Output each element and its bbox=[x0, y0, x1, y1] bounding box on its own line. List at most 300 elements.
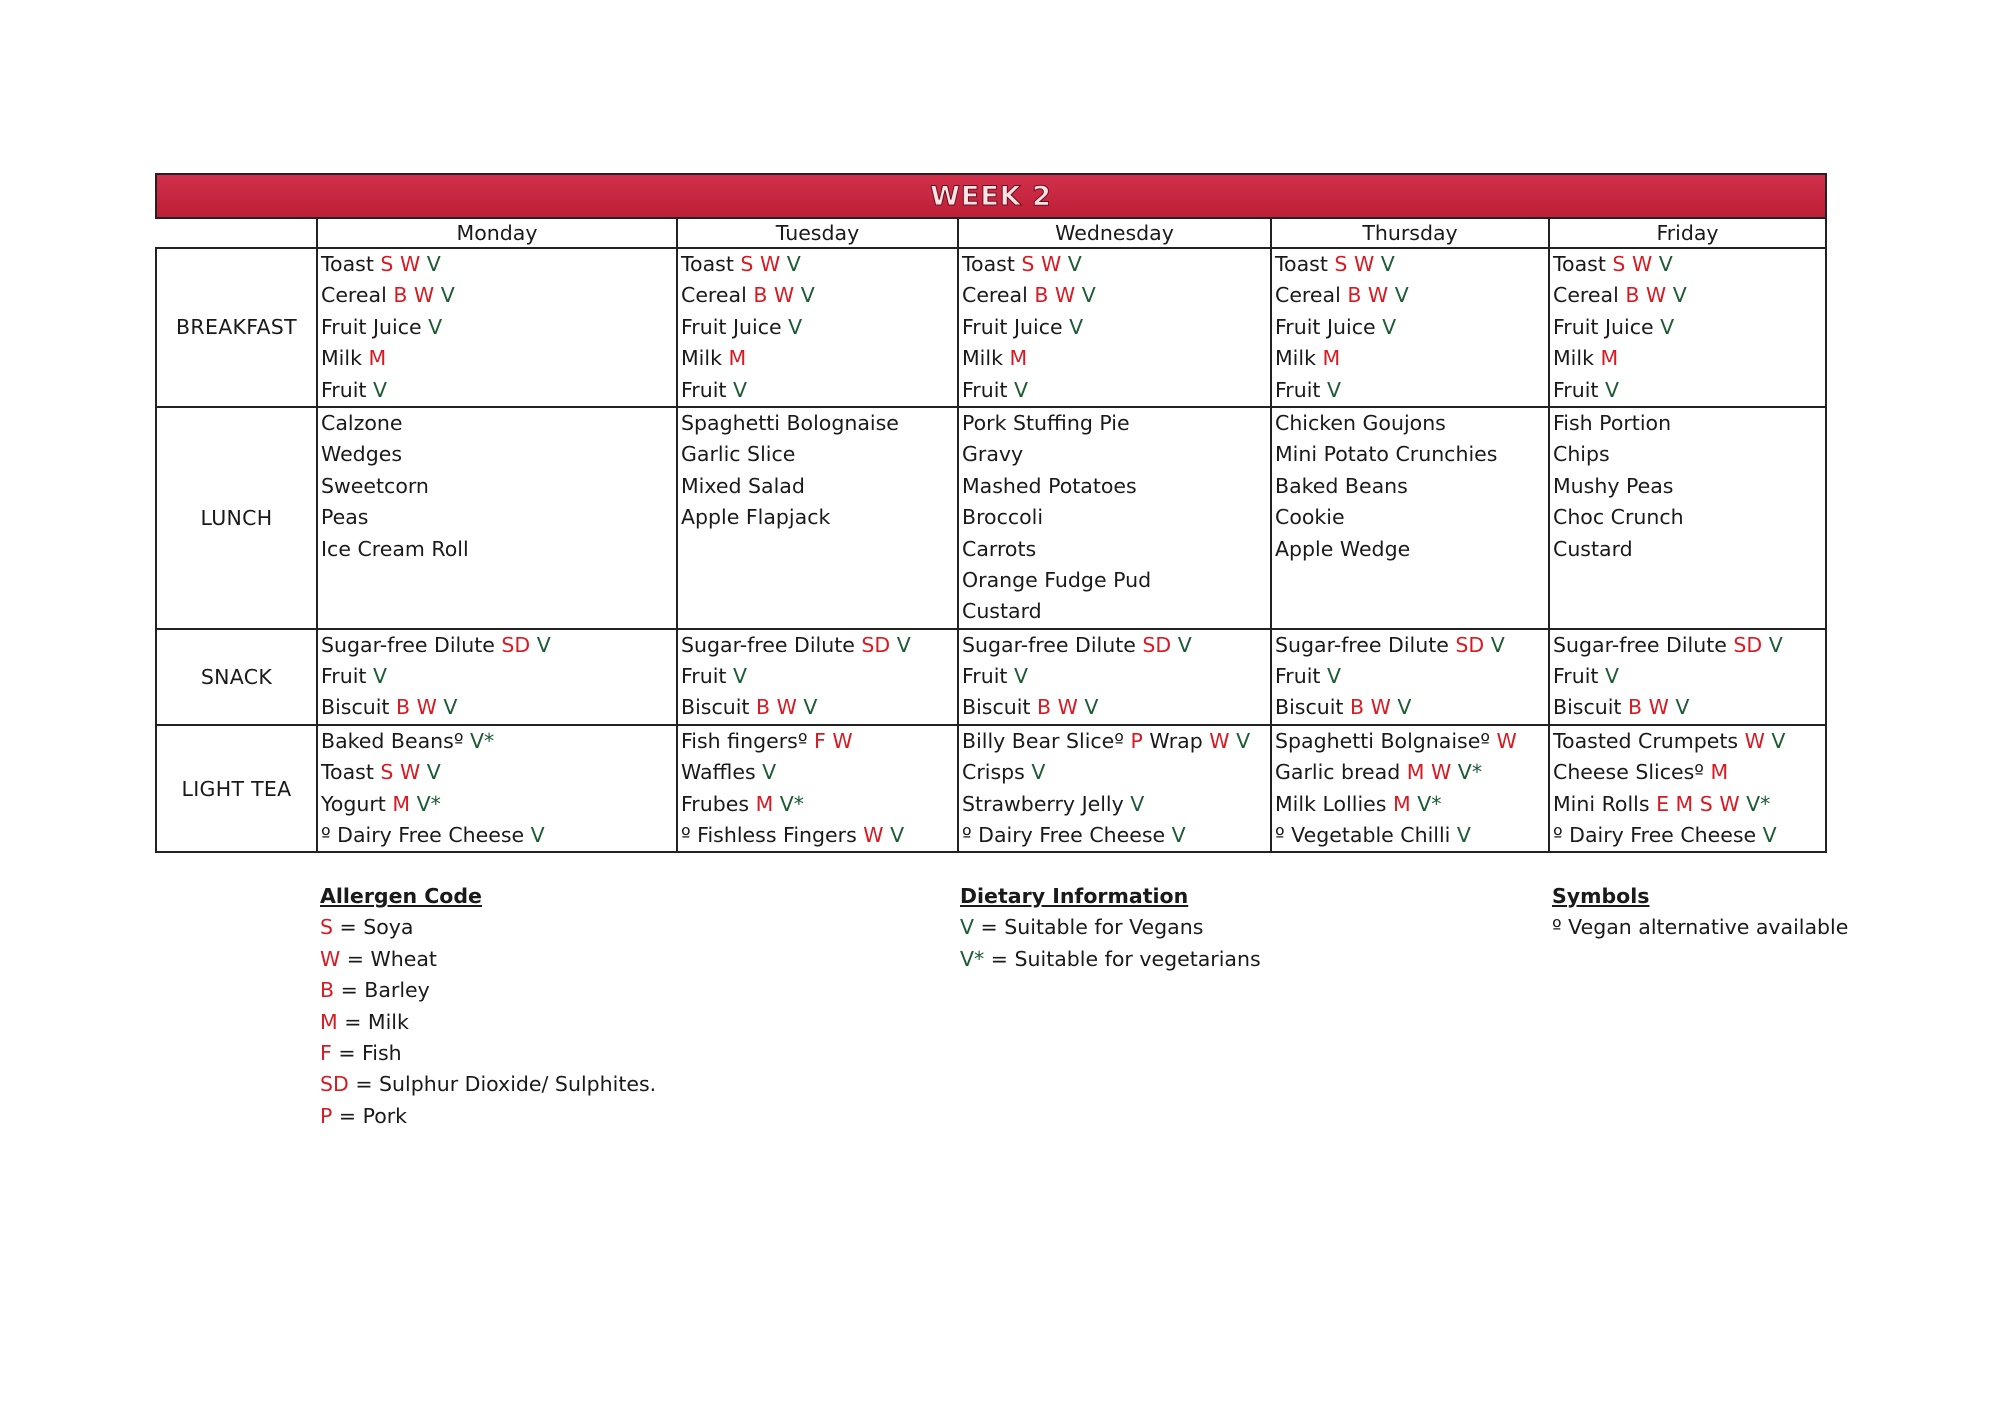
legend-description: = Barley bbox=[334, 978, 430, 1003]
menu-item-name: Billy Bear Sliceº bbox=[962, 728, 1124, 753]
dietary-code: V bbox=[1014, 664, 1029, 689]
allergen-code: W bbox=[863, 823, 884, 848]
menu-item-name: Mashed Potatoes bbox=[962, 473, 1137, 498]
legend-dietary bbox=[960, 881, 1261, 975]
menu-item-name: Cereal bbox=[681, 283, 747, 308]
menu-item bbox=[959, 249, 1270, 280]
allergen-code: B bbox=[395, 695, 411, 720]
meal-label-breakfast: BREAKFAST bbox=[156, 248, 317, 407]
meal-label-lunch: LUNCH bbox=[156, 407, 317, 629]
menu-item bbox=[1550, 726, 1825, 757]
dietary-code: V bbox=[1380, 252, 1395, 276]
menu-item bbox=[678, 692, 957, 723]
menu-cell-breakfast-thursday bbox=[1271, 248, 1549, 407]
legend-symbols-heading: Symbols bbox=[1552, 884, 1650, 908]
menu-item-name: Cereal bbox=[1553, 283, 1619, 308]
menu-item bbox=[1272, 502, 1548, 533]
dietary-code: V bbox=[1675, 695, 1690, 720]
legend-description: = Milk bbox=[337, 1009, 409, 1034]
menu-item-name: Waffles bbox=[681, 760, 756, 785]
dietary-code: V bbox=[1672, 283, 1687, 308]
allergen-code: M bbox=[368, 346, 387, 371]
legend-dietary-item bbox=[960, 912, 1261, 943]
dietary-code: V bbox=[1013, 377, 1029, 402]
meal-row-breakfast bbox=[156, 248, 1826, 407]
menu-item-name: Fish Portion bbox=[1553, 410, 1672, 435]
menu-item bbox=[678, 343, 957, 374]
allergen-code: B bbox=[755, 695, 771, 720]
menu-item-name: Broccoli bbox=[962, 505, 1044, 530]
dietary-code: V bbox=[428, 314, 443, 339]
dietary-code: V bbox=[732, 377, 748, 402]
menu-item bbox=[678, 280, 957, 311]
menu-item bbox=[1272, 757, 1548, 788]
menu-item-name: Peas bbox=[321, 505, 369, 530]
menu-item-name: Fruit bbox=[1553, 664, 1599, 689]
legend-code: M bbox=[320, 1009, 338, 1034]
legend-allergen-item bbox=[320, 944, 656, 975]
menu-item bbox=[678, 661, 957, 692]
legend-code: SD bbox=[320, 1072, 349, 1097]
menu-item-name: Custard bbox=[1553, 536, 1633, 561]
menu-cell-lunch-thursday bbox=[1271, 407, 1549, 629]
legend-code: B bbox=[320, 978, 335, 1003]
dietary-code: V bbox=[1171, 823, 1186, 848]
menu-item-name: Cereal bbox=[1275, 283, 1341, 308]
legend-code: S bbox=[320, 915, 334, 940]
menu-item-name: Carrots bbox=[962, 536, 1037, 561]
menu-item-name: Toast bbox=[962, 252, 1015, 276]
allergen-code: M bbox=[728, 346, 747, 371]
menu-item-extra: Wrap bbox=[1149, 728, 1203, 753]
menu-item-name: Biscuit bbox=[1553, 695, 1622, 720]
menu-item bbox=[318, 726, 676, 757]
legend-description: = Pork bbox=[332, 1103, 408, 1128]
allergen-code: W bbox=[1744, 728, 1765, 753]
menu-item-name: Fruit bbox=[962, 377, 1014, 402]
menu-cell-breakfast-friday bbox=[1549, 248, 1826, 407]
menu-item-name: Sugar-free Dilute bbox=[1553, 632, 1727, 657]
meal-row-snack bbox=[156, 629, 1826, 725]
allergen-code: S bbox=[1334, 252, 1348, 276]
menu-item bbox=[959, 534, 1270, 565]
menu-item-name: º Dairy Free Cheese bbox=[1553, 823, 1757, 848]
allergen-code: B bbox=[1036, 695, 1052, 720]
legend-code: P bbox=[320, 1103, 333, 1128]
menu-cell-snack-thursday bbox=[1271, 629, 1549, 725]
menu-item bbox=[959, 726, 1270, 757]
menu-item bbox=[678, 820, 957, 851]
legend-description: = Fish bbox=[331, 1041, 402, 1066]
menu-item bbox=[959, 661, 1270, 692]
menu-item bbox=[678, 789, 957, 820]
menu-item bbox=[1272, 312, 1548, 343]
allergen-code: SD bbox=[1455, 632, 1485, 657]
dietary-code: V bbox=[800, 283, 815, 308]
dietary-code: V bbox=[1081, 283, 1096, 308]
dietary-code: V bbox=[788, 314, 803, 339]
dietary-code: V bbox=[1768, 632, 1783, 657]
menu-item-name: Fruit bbox=[1275, 664, 1321, 689]
menu-item bbox=[678, 375, 957, 406]
menu-item bbox=[1550, 375, 1825, 406]
dietary-code: V bbox=[443, 695, 458, 720]
legend-symbols-item bbox=[1552, 912, 1848, 943]
menu-item-name: Mushy Peas bbox=[1553, 473, 1674, 498]
menu-item bbox=[1550, 757, 1825, 788]
dietary-code: V bbox=[426, 252, 441, 276]
menu-item-name: Spaghetti Bolognaise bbox=[681, 410, 899, 435]
allergen-code: W bbox=[773, 283, 795, 308]
menu-item bbox=[1272, 439, 1548, 470]
menu-item-name: º Dairy Free Cheese bbox=[962, 823, 1166, 848]
legend-allergen-heading: Allergen Code bbox=[320, 884, 482, 908]
dietary-code: V bbox=[1382, 314, 1397, 339]
allergen-code: W bbox=[1648, 695, 1669, 720]
menu-item-name: Sugar-free Dilute bbox=[1275, 632, 1449, 657]
day-header-tuesday: Tuesday bbox=[677, 218, 958, 248]
allergen-code: M bbox=[755, 791, 774, 816]
menu-item-name: Custard bbox=[962, 599, 1042, 624]
menu-item bbox=[959, 502, 1270, 533]
menu-item-name: Chips bbox=[1553, 442, 1610, 467]
menu-item-name: Toast bbox=[321, 252, 374, 276]
legend-code: W bbox=[320, 946, 341, 971]
dietary-code: V* bbox=[1746, 791, 1771, 816]
menu-item bbox=[678, 312, 957, 343]
allergen-code: B bbox=[1349, 695, 1365, 720]
allergen-code: E bbox=[1656, 791, 1670, 816]
allergen-code: B bbox=[1627, 695, 1643, 720]
menu-item bbox=[1272, 692, 1548, 723]
allergen-code: W bbox=[1631, 252, 1653, 276]
dietary-code: V bbox=[1236, 728, 1251, 753]
menu-cell-light-tea-thursday bbox=[1271, 725, 1549, 853]
day-header-wednesday: Wednesday bbox=[958, 218, 1271, 248]
legend-description: = Wheat bbox=[340, 946, 437, 971]
menu-item bbox=[1550, 820, 1825, 851]
menu-item-name: Cereal bbox=[321, 283, 387, 308]
allergen-code: M bbox=[1392, 791, 1411, 816]
menu-item bbox=[318, 757, 676, 788]
menu-item-name: Calzone bbox=[321, 410, 403, 435]
day-header-monday: Monday bbox=[317, 218, 677, 248]
menu-item bbox=[318, 471, 676, 502]
menu-item bbox=[959, 757, 1270, 788]
allergen-code: W bbox=[399, 252, 421, 276]
dietary-code: V* bbox=[779, 791, 805, 816]
dietary-code: V bbox=[530, 823, 545, 848]
menu-item-name: Fruit bbox=[321, 377, 373, 402]
legend-description: = Suitable for Vegans bbox=[974, 915, 1204, 940]
menu-cell-breakfast-tuesday bbox=[677, 248, 958, 407]
allergen-code: S bbox=[380, 252, 394, 276]
menu-item-name: Mini Rolls bbox=[1553, 791, 1650, 816]
menu-item bbox=[678, 439, 957, 470]
legend-allergen-item bbox=[320, 975, 656, 1006]
dietary-code: V bbox=[1031, 760, 1046, 785]
allergen-code: S bbox=[380, 760, 394, 785]
menu-item bbox=[959, 565, 1270, 596]
menu-item-name: Sugar-free Dilute bbox=[962, 632, 1136, 657]
menu-item-name: º Dairy Free Cheese bbox=[321, 823, 525, 848]
menu-item bbox=[959, 471, 1270, 502]
menu-item-name: Fruit bbox=[1275, 377, 1327, 402]
week-title: WEEK 2 bbox=[156, 174, 1826, 218]
dietary-code: V* bbox=[416, 791, 441, 816]
menu-cell-breakfast-monday bbox=[317, 248, 677, 407]
menu-item bbox=[959, 596, 1270, 627]
dietary-code: V bbox=[1456, 823, 1471, 848]
menu-item-name: Frubes bbox=[681, 791, 750, 816]
dietary-code: V bbox=[762, 760, 777, 785]
menu-item-name: Cookie bbox=[1275, 505, 1345, 530]
menu-item bbox=[318, 375, 676, 406]
legend-description: = Suitable for vegetarians bbox=[984, 946, 1261, 971]
menu-cell-snack-monday bbox=[317, 629, 677, 725]
menu-item-name: Milk bbox=[1553, 346, 1594, 371]
menu-item-name: Toast bbox=[1553, 252, 1606, 276]
dietary-code: V* bbox=[1417, 791, 1442, 816]
menu-item-name: Milk bbox=[681, 346, 722, 371]
allergen-code: M bbox=[1710, 760, 1729, 785]
allergen-code: W bbox=[399, 760, 421, 785]
menu-item-name: Ice Cream Roll bbox=[321, 536, 469, 561]
allergen-code: W bbox=[776, 695, 797, 720]
menu-item-name: Fruit Juice bbox=[321, 314, 422, 339]
menu-item bbox=[678, 408, 957, 439]
menu-item-name: Apple Wedge bbox=[1275, 536, 1411, 561]
menu-item bbox=[1550, 408, 1825, 439]
menu-item bbox=[318, 630, 676, 661]
menu-item bbox=[1272, 661, 1548, 692]
allergen-code: B bbox=[393, 283, 408, 308]
menu-item bbox=[1550, 630, 1825, 661]
dietary-code: V bbox=[536, 632, 551, 657]
menu-item bbox=[959, 312, 1270, 343]
menu-item bbox=[1550, 692, 1825, 723]
menu-item bbox=[318, 343, 676, 374]
meal-row-lunch bbox=[156, 407, 1826, 629]
dietary-code: V bbox=[896, 632, 911, 657]
allergen-code: S bbox=[1612, 252, 1626, 276]
allergen-code: P bbox=[1130, 728, 1143, 753]
dietary-code: V bbox=[1658, 252, 1673, 276]
legend-dietary-heading: Dietary Information bbox=[960, 884, 1189, 908]
allergen-code: W bbox=[1353, 252, 1375, 276]
allergen-code: SD bbox=[861, 632, 891, 657]
allergen-code: W bbox=[416, 695, 437, 720]
menu-item-name: Pork Stuffing Pie bbox=[962, 410, 1130, 435]
dietary-code: V bbox=[1327, 664, 1342, 689]
dietary-code: V bbox=[1069, 314, 1084, 339]
menu-item bbox=[318, 408, 676, 439]
menu-item bbox=[959, 343, 1270, 374]
menu-item bbox=[1550, 343, 1825, 374]
menu-item bbox=[959, 692, 1270, 723]
allergen-code: W bbox=[1057, 695, 1078, 720]
legend-symbols bbox=[1552, 881, 1848, 944]
menu-item bbox=[1550, 471, 1825, 502]
dietary-code: V bbox=[1660, 314, 1675, 339]
menu-item bbox=[1272, 471, 1548, 502]
menu-item bbox=[318, 502, 676, 533]
menu-item-name: Sweetcorn bbox=[321, 473, 429, 498]
menu-item-name: Baked Beansº bbox=[321, 728, 464, 753]
dietary-code: V bbox=[890, 823, 905, 848]
menu-item bbox=[678, 502, 957, 533]
menu-item-name: Biscuit bbox=[681, 695, 750, 720]
menu-item-name: Fruit Juice bbox=[962, 314, 1063, 339]
dietary-code: V bbox=[1490, 632, 1505, 657]
menu-cell-snack-wednesday bbox=[958, 629, 1271, 725]
legend-code: V* bbox=[960, 946, 985, 971]
menu-item-name: Milk bbox=[321, 346, 362, 371]
allergen-code: B bbox=[1625, 283, 1640, 308]
menu-item bbox=[318, 249, 676, 280]
dietary-code: V bbox=[1067, 252, 1082, 276]
allergen-code: W bbox=[1719, 791, 1740, 816]
menu-item bbox=[318, 312, 676, 343]
menu-item-name: Toast bbox=[321, 760, 374, 785]
menu-item bbox=[959, 408, 1270, 439]
dietary-code: V bbox=[440, 283, 455, 308]
dietary-code: V* bbox=[470, 728, 495, 753]
allergen-code: B bbox=[1034, 283, 1049, 308]
allergen-code: S bbox=[740, 252, 754, 276]
menu-item bbox=[678, 757, 957, 788]
allergen-code: W bbox=[413, 283, 435, 308]
menu-item-name: Fruit Juice bbox=[1553, 314, 1654, 339]
menu-cell-breakfast-wednesday bbox=[958, 248, 1271, 407]
allergen-code: SD bbox=[1733, 632, 1763, 657]
menu-item bbox=[959, 439, 1270, 470]
allergen-code: W bbox=[1367, 283, 1389, 308]
menu-item bbox=[959, 789, 1270, 820]
menu-cell-lunch-wednesday bbox=[958, 407, 1271, 629]
menu-item-name: Toast bbox=[1275, 252, 1328, 276]
menu-cell-light-tea-friday bbox=[1549, 725, 1826, 853]
menu-item-name: Wedges bbox=[321, 442, 402, 467]
dietary-code: V bbox=[426, 760, 441, 785]
menu-item bbox=[1550, 312, 1825, 343]
menu-item-name: Gravy bbox=[962, 442, 1024, 467]
allergen-code: S bbox=[1699, 791, 1713, 816]
menu-item-name: Fish fingersº bbox=[681, 728, 808, 753]
menu-item bbox=[318, 534, 676, 565]
menu-item bbox=[1272, 726, 1548, 757]
menu-item-name: Sugar-free Dilute bbox=[681, 632, 855, 657]
menu-item-name: Garlic Slice bbox=[681, 442, 796, 467]
allergen-code: W bbox=[759, 252, 781, 276]
allergen-code: M bbox=[392, 791, 411, 816]
menu-item-name: Fruit bbox=[681, 377, 733, 402]
legend-description: º Vegan alternative available bbox=[1552, 915, 1849, 940]
menu-item-name: Chicken Goujons bbox=[1275, 410, 1446, 435]
menu-item-name: Spaghetti Bolgnaiseº bbox=[1275, 728, 1497, 753]
menu-item bbox=[1550, 280, 1825, 311]
menu-item-name: Mixed Salad bbox=[681, 473, 805, 498]
menu-item-name: Biscuit bbox=[962, 695, 1031, 720]
legend-allergen bbox=[320, 881, 656, 1132]
dietary-code: V bbox=[1394, 283, 1409, 308]
allergen-code: B bbox=[753, 283, 768, 308]
menu-item bbox=[1272, 280, 1548, 311]
allergen-code: M bbox=[1322, 346, 1341, 371]
legend-description: = Sulphur Dioxide/ Sulphites. bbox=[348, 1072, 657, 1097]
menu-item-name: Fruit bbox=[681, 664, 727, 689]
menu-item-name: Cheese Slicesº bbox=[1553, 760, 1704, 785]
menu-item bbox=[318, 820, 676, 851]
menu-item-name: Milk bbox=[962, 346, 1003, 371]
menu-item bbox=[1272, 249, 1548, 280]
menu-item bbox=[318, 789, 676, 820]
menu-item bbox=[678, 726, 957, 757]
menu-item bbox=[1550, 439, 1825, 470]
menu-item bbox=[318, 661, 676, 692]
dietary-code: V bbox=[1771, 728, 1786, 753]
menu-item-name: Cereal bbox=[962, 283, 1028, 308]
menu-item bbox=[959, 630, 1270, 661]
menu-item-name: Toasted Crumpets bbox=[1553, 728, 1739, 753]
menu-item-name: Fruit bbox=[321, 664, 367, 689]
dietary-code: V bbox=[733, 664, 748, 689]
meal-row-light-tea bbox=[156, 725, 1826, 853]
menu-item-name: Garlic bread bbox=[1275, 760, 1401, 785]
menu-item bbox=[1550, 249, 1825, 280]
legend-allergen-item bbox=[320, 1007, 656, 1038]
menu-item-name: Baked Beans bbox=[1275, 473, 1408, 498]
legend-allergen-item bbox=[320, 1038, 656, 1069]
dietary-code: V bbox=[1762, 823, 1777, 848]
allergen-code: W bbox=[1645, 283, 1667, 308]
legend-dietary-item bbox=[960, 944, 1261, 975]
allergen-code: F bbox=[814, 728, 826, 753]
menu-item bbox=[1550, 789, 1825, 820]
menu-item-name: Biscuit bbox=[1275, 695, 1344, 720]
dietary-code: V bbox=[1084, 695, 1099, 720]
menu-item bbox=[1272, 534, 1548, 565]
menu-cell-light-tea-monday bbox=[317, 725, 677, 853]
menu-item bbox=[959, 375, 1270, 406]
allergen-code: W bbox=[1040, 252, 1062, 276]
menu-item bbox=[1272, 375, 1548, 406]
allergen-code: M bbox=[1600, 346, 1619, 371]
allergen-code: W bbox=[832, 728, 853, 753]
menu-item-name: Fruit Juice bbox=[1275, 314, 1376, 339]
legend-description: = Soya bbox=[333, 915, 414, 940]
menu-item-name: Milk bbox=[1275, 346, 1316, 371]
legend-allergen-item bbox=[320, 1069, 656, 1100]
meal-label-light-tea: LIGHT TEA bbox=[156, 725, 317, 853]
dietary-code: V bbox=[1326, 377, 1342, 402]
menu-item bbox=[1272, 408, 1548, 439]
menu-item-name: Milk Lollies bbox=[1275, 791, 1387, 816]
allergen-code: W bbox=[1370, 695, 1391, 720]
menu-item bbox=[678, 630, 957, 661]
menu-cell-snack-friday bbox=[1549, 629, 1826, 725]
day-header-thursday: Thursday bbox=[1271, 218, 1549, 248]
menu-item bbox=[1550, 661, 1825, 692]
menu-item bbox=[1272, 630, 1548, 661]
dietary-code: V bbox=[372, 377, 388, 402]
menu-item-name: Choc Crunch bbox=[1553, 505, 1684, 530]
allergen-code: W bbox=[1054, 283, 1076, 308]
menu-item-name: Orange Fudge Pud bbox=[962, 567, 1152, 592]
menu-item bbox=[318, 692, 676, 723]
menu-item-name: Crisps bbox=[962, 760, 1025, 785]
menu-item bbox=[678, 249, 957, 280]
